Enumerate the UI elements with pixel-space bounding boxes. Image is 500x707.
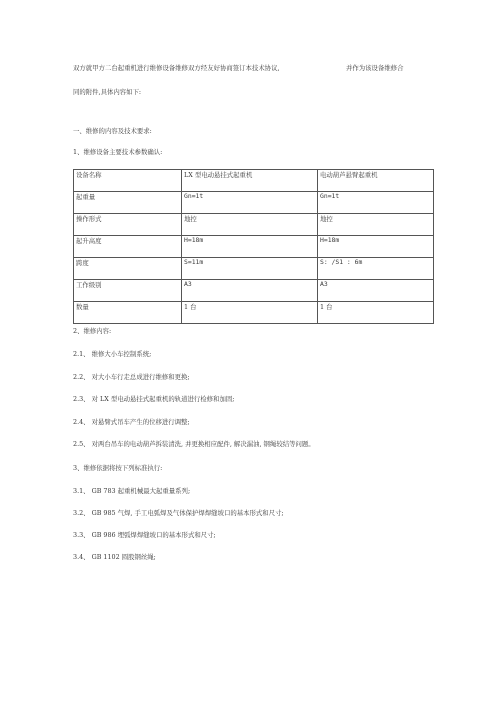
table-cell: Gn=1t xyxy=(318,192,434,214)
section3-heading: 3、维修依据将按下列标准执行: xyxy=(73,464,163,472)
table-cell: 设备名称 xyxy=(74,170,182,192)
intro-line-1-right: 并作为该设备维修合 xyxy=(346,64,404,72)
table-cell: H=18m xyxy=(318,236,434,258)
section2-item-4: 2.4、 对悬臂式吊车产生的位移进行调整; xyxy=(73,418,190,426)
table-cell: 1 台 xyxy=(318,302,434,324)
intro-line-2: 同的附件,具体内容如下: xyxy=(73,88,142,96)
table-row xyxy=(74,214,434,236)
section3-item-2: 3.2、 GB 985 气焊, 手工电弧焊及气体保护焊焊缝坡口的基本形式和尺寸; xyxy=(73,509,284,517)
section2-item-2: 2.2、 对大小车行走总成进行维修和更换; xyxy=(73,373,190,381)
table-row xyxy=(74,236,434,258)
table-cell: Gn=1t xyxy=(182,192,318,214)
table-cell: 起升高度 xyxy=(74,236,182,258)
table-row xyxy=(74,258,434,280)
table-cell: S=11m xyxy=(182,258,318,280)
table-cell: H=18m xyxy=(182,236,318,258)
table-cell: 电动葫芦悬臂起重机 xyxy=(318,170,434,192)
section1-sub1: 1、维修设备主要技术参数确认: xyxy=(73,148,163,156)
section2-heading: 2、维修内容: xyxy=(73,327,112,335)
table-cell: 地控 xyxy=(318,214,434,236)
table-cell: 工作级别 xyxy=(74,280,182,302)
table-cell: 操作形式 xyxy=(74,214,182,236)
section2-item-1: 2.1、 维修大小车控制系统; xyxy=(73,350,152,358)
table-cell: A3 xyxy=(318,280,434,302)
section3-item-4: 3.4、 GB 1102 圆股钢丝绳; xyxy=(73,553,156,561)
section2-item-5: 2.5、 对两台吊车的电动葫芦拆装清洗, 并更换相应配件, 解决漏油, 钢绳较结等问题。 xyxy=(73,440,315,448)
table-cell: 数量 xyxy=(74,302,182,324)
table-cell: 跨度 xyxy=(74,258,182,280)
spec-table xyxy=(73,169,434,324)
table-row xyxy=(74,302,434,324)
table-cell: S: /S1 : 6m xyxy=(318,258,434,280)
table-cell: LX 型电动悬挂式起重机 xyxy=(182,170,318,192)
table-cell: 1 台 xyxy=(182,302,318,324)
table-cell: A3 xyxy=(182,280,318,302)
table-row xyxy=(74,280,434,302)
table-cell: 地控 xyxy=(182,214,318,236)
section3-item-3: 3.3、 GB 986 埋弧焊焊缝坡口的基本形式和尺寸; xyxy=(73,531,216,539)
intro-line-1: 双方就甲方二台起重机进行维修设备维修双方经友好协商签订本技术协议, xyxy=(73,64,280,72)
table-cell: 起重量 xyxy=(74,192,182,214)
section3-item-1: 3.1、 GB 783 起重机械最大起重量系列; xyxy=(73,487,191,495)
table-row xyxy=(74,170,434,192)
section1-heading: 一、维修的内容及技术要求: xyxy=(73,127,152,135)
table-row xyxy=(74,192,434,214)
section2-item-3: 2.3、 对 LX 型电动悬挂式起重机的轨道进行检修和加固; xyxy=(73,395,235,403)
